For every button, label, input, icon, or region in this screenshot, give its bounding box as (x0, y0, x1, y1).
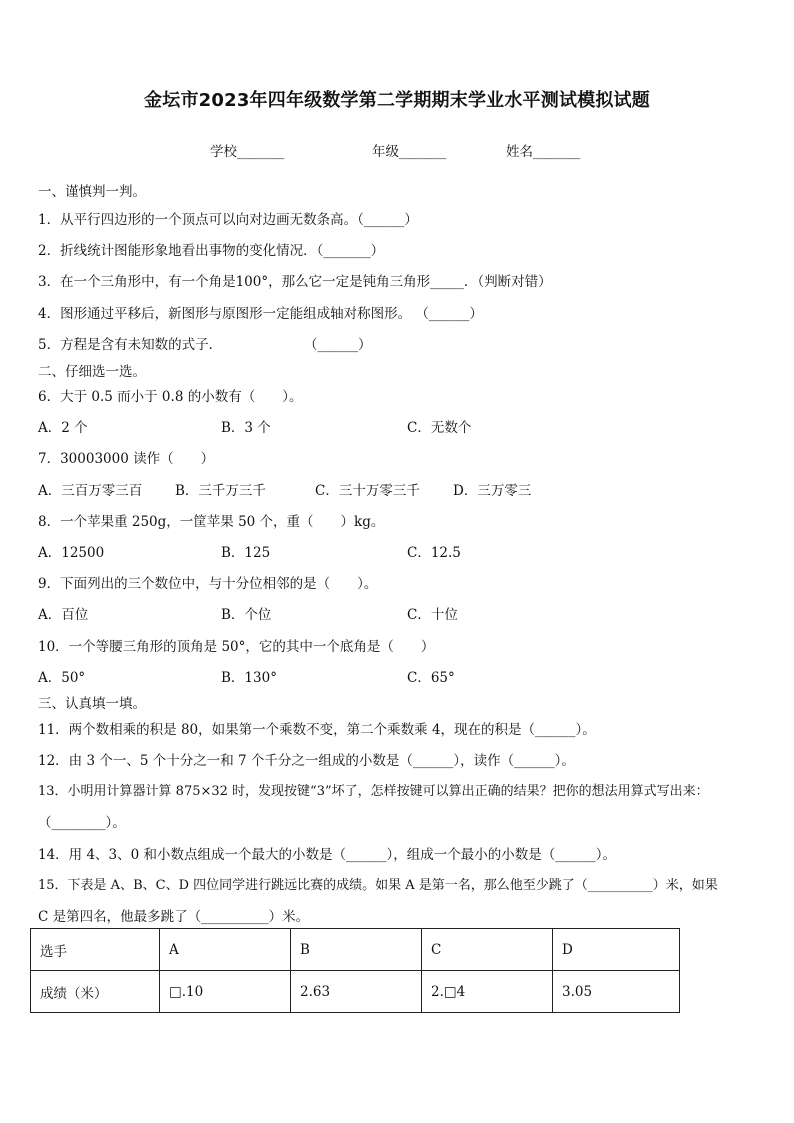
question-6-option-c: C．无数个 (407, 420, 472, 436)
question-9-option-b: B．个位 (221, 607, 272, 623)
table-header-row (31, 929, 680, 971)
question-9-option-c: C．十位 (407, 607, 458, 623)
section-heading-fill: 三、认真填一填。 (38, 696, 146, 712)
question-1: 1．从平行四边形的一个顶点可以向对边画无数条高。（______） (38, 212, 418, 228)
table-cell: □.10 (160, 971, 291, 1013)
table-header-cell: B (291, 929, 422, 971)
question-9-option-a: A．百位 (38, 607, 89, 623)
question-5-blank: （______） (304, 337, 372, 353)
table-header-cell: A (160, 929, 291, 971)
question-2: 2．折线统计图能形象地看出事物的变化情况．（_______） (38, 243, 385, 259)
name-field: 姓名_______ (506, 144, 581, 160)
grade-field: 年级_______ (372, 144, 447, 160)
question-7-option-a: A．三百万零三百 (38, 483, 143, 499)
question-6-option-b: B．3 个 (221, 420, 271, 436)
table-cell: 2.63 (291, 971, 422, 1013)
question-6: 6．大于 0.5 而小于 0.8 的小数有（ ）。 (38, 389, 303, 405)
question-15-continued: C 是第四名，他最多跳了（__________）米。 (38, 909, 310, 925)
page-title: 金坛市2023年四年级数学第二学期期末学业水平测试模拟试题 (144, 90, 650, 111)
question-4: 4．图形通过平移后，新图形与原图形一定能组成轴对称图形。 （______） (38, 306, 483, 322)
question-8: 8．一个苹果重 250g，一筐苹果 50 个，重（ ）kg。 (38, 514, 385, 530)
question-10-option-c: C．65° (407, 670, 455, 686)
table-header-cell: C (422, 929, 553, 971)
table-header-cell: D (553, 929, 680, 971)
question-15: 15．下表是 A、B、C、D 四位同学进行跳远比赛的成绩。如果 A 是第一名，那么他至少跳了（__________）米，如果 (38, 878, 718, 893)
table-cell: 成绩（米） (31, 971, 160, 1013)
question-11: 11．两个数相乘的积是 80，如果第一个乘数不变，第二个乘数乘 4，现在的积是（______）。 (38, 722, 596, 738)
question-8-option-b: B．125 (221, 545, 271, 561)
table-header-cell: 选手 (31, 929, 160, 971)
question-12: 12．由 3 个一、5 个十分之一和 7 个千分之一组成的小数是（______），读作（______）。 (38, 753, 575, 769)
table-cell: 2.□4 (422, 971, 553, 1013)
table-cell: 3.05 (553, 971, 680, 1013)
question-13-answer: （________）。 (38, 815, 126, 831)
question-13: 13．小明用计算器计算 875×32 时，发现按键“3”坏了，怎样按键可以算出正确的结果？把你的想法用算式写出来： (38, 784, 709, 799)
question-7-option-d: D．三万零三 (453, 483, 532, 499)
table-row (31, 971, 680, 1013)
question-5: 5．方程是含有未知数的式子． (38, 337, 223, 353)
question-7-option-b: B．三千万三千 (175, 483, 266, 499)
question-7: 7．30003000 读作（ ） (38, 451, 215, 467)
question-7-option-c: C．三十万零三千 (315, 483, 420, 499)
question-14: 14．用 4、3、0 和小数点组成一个最大的小数是（______），组成一个最小的小数是（______）。 (38, 847, 617, 863)
question-10-option-b: B．130° (221, 670, 277, 686)
question-10-option-a: A．50° (38, 670, 86, 686)
section-heading-judge: 一、谨慎判一判。 (38, 184, 146, 200)
section-heading-choose: 二、仔细选一选。 (38, 364, 146, 380)
question-8-option-a: A．12500 (38, 545, 105, 561)
question-6-option-a: A．2 个 (38, 420, 88, 436)
question-9: 9．下面列出的三个数位中，与十分位相邻的是（ ）。 (38, 576, 378, 592)
school-field: 学校_______ (210, 144, 285, 160)
question-3: 3．在一个三角形中，有一个角是100°，那么它一定是钝角三角形_____．（判断对错） (38, 274, 552, 290)
long-jump-results-table (30, 928, 680, 1013)
question-10: 10．一个等腰三角形的顶角是 50°，它的其中一个底角是（ ） (38, 639, 435, 655)
question-8-option-c: C．12.5 (407, 545, 461, 561)
